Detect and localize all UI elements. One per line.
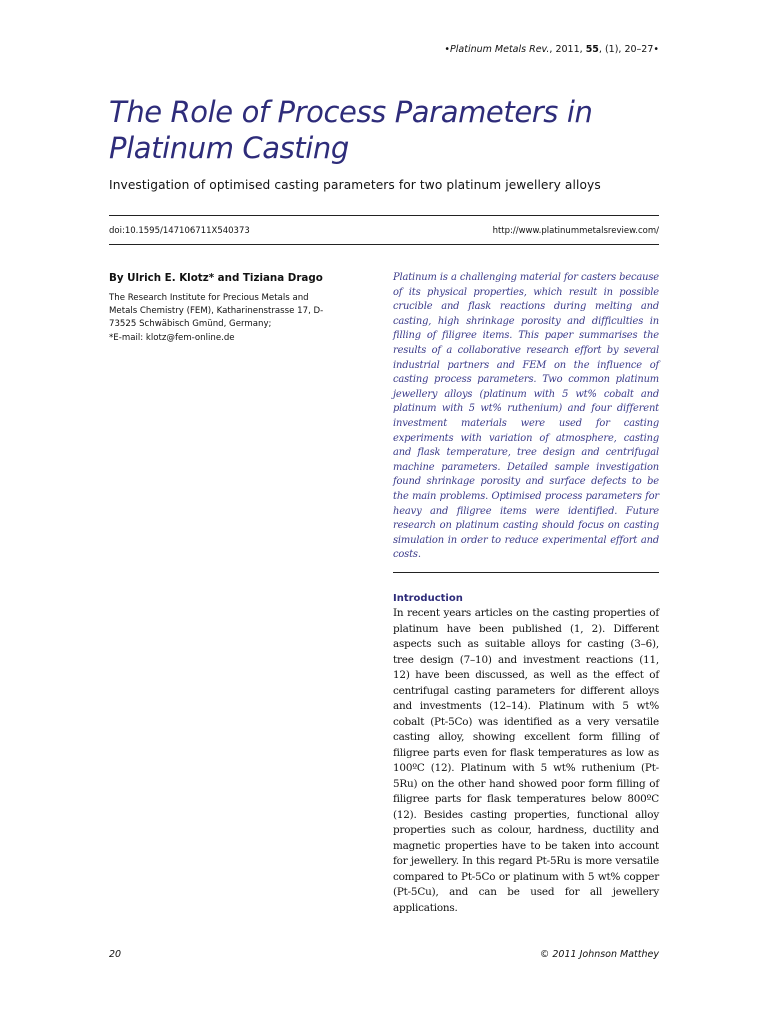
abstract-divider [393, 572, 659, 573]
article-subtitle: Investigation of optimised casting parameters for two platinum jewellery alloys [109, 178, 601, 192]
header-divider [109, 215, 659, 216]
doi-text: doi:10.1595/147106711X540373 [109, 226, 250, 236]
journal-name: Platinum Metals Rev. [450, 44, 550, 55]
page-number: 20 [109, 949, 122, 960]
copyright-notice: © 2011 Johnson Matthey [539, 949, 659, 960]
article-title: The Role of Process Parameters in Platinum Casting [109, 95, 593, 165]
journal-prefix: • [444, 44, 451, 55]
journal-issue-pages: , (1), 20–27• [598, 44, 659, 55]
author-affiliation: The Research Institute for Precious Metals and Metals Chemistry (FEM), Katharinenstrasse 17, D-73525 Schwäbisch Gmünd, Germany; [109, 293, 324, 330]
abstract-text: Platinum is a challenging material for casters because of its physical properties, which result in possible crucible and flask reactions during melting and casting, high shrinkage porosity and difficulties in filling of filigree items. This paper summarises the results of a collaborative research effort by several industrial partners and FEM on the influence of casting process parameters. Two common platinum jewellery alloys (platinum with 5 wt% cobalt and platinum with 5 wt% ruthenium) and four different investment materials were used for casting experiments with variation of atmosphere, casting and flask temperature, tree design and centrifugal machine parameters. Detailed sample investigation found shrinkage porosity and surface defects to be the main problems. Optimised process parameters for heavy and filigree items were identified. Future research on platinum casting should focus on casting simulation in order to reduce experimental effort and costs. [393, 272, 659, 561]
journal-url-link[interactable]: http://www.platinummetalsreview.com/ [492, 226, 659, 236]
introduction-heading: Introduction [393, 593, 463, 604]
doi-divider [109, 244, 659, 245]
introduction-body: In recent years articles on the casting properties of platinum have been published (1, 2). Different aspects such as suitable alloys for casting (3–6), tree design (7–10) and investment reactions (11, 12) have been discussed, as well as the effect of centrifugal casting parameters for different alloys and investments (12–14). Platinum with 5 wt% cobalt (Pt-5Co) was identified as a very versatile casting alloy, showing excellent form filling of filigree parts even for flask temperatures as low as 100ºC (12). Platinum with 5 wt% ruthenium (Pt-5Ru) on the other hand showed poor form filling of filigree parts for flask temperatures below 800ºC (12). Besides casting properties, functional alloy properties such as colour, hardness, ductility and magnetic properties have to be taken into account for jewellery. In this regard Pt-5Ru is more versatile compared to Pt-5Co or platinum with 5 wt% copper (Pt-5Cu), and can be used for all jewellery applications. [393, 607, 659, 914]
author-line: By Ulrich E. Klotz* and Tiziana Drago [109, 272, 323, 284]
journal-year: , 2011, [549, 44, 586, 55]
author-email[interactable]: *E-mail: klotz@fem-online.de [109, 333, 235, 343]
journal-reference [444, 44, 659, 55]
journal-volume: 55 [585, 44, 599, 55]
